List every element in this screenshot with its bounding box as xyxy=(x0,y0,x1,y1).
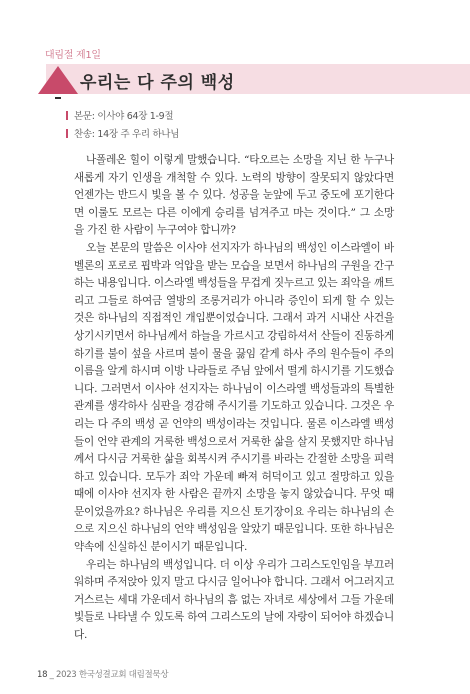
title-dot-mark xyxy=(55,97,61,99)
paragraph: 나폴레온 힐이 이렇게 말했습니다. “타오르는 소망을 지닌 한 누구나 새롭게 자기 인생을 개척할 수 있다. 노력의 방향이 잘못되지 않았다면 언젠가는 반드시 빛을 볼 수 있다. 성공을 눈앞에 두고 중도에 포기한다면 이룰도 모르는 다른 이에게 승리를 넘겨주고 마는 것이다.” 그 소망을 가진 한 사람이 누구여야 합니까? xyxy=(74,154,394,237)
scripture-text: 본문: 이사야 64장 1-9절 xyxy=(74,111,174,122)
bullet-bar-icon xyxy=(66,129,68,138)
paragraph: 우리는 하나님의 백성입니다. 더 이상 우리가 그리스도인임을 부끄러워하며 주저앉아 있지 말고 다시금 일어나야 합니다. 그래서 어그러지고 거스르는 세대 가운데서 하나님의 흠 없는 자녀로 세상에서 그들 가운데 빛들로 나타낼 수 있도록 하여 그리스도의 날에 자랑이 되어야 하겠습니다. xyxy=(74,558,394,642)
scripture-reference xyxy=(66,108,173,122)
bullet-bar-icon xyxy=(66,111,68,120)
body-text xyxy=(74,152,394,645)
publication-name: 2023 한국성결교회 대림절묵상 xyxy=(55,670,169,680)
page-number: 18 xyxy=(37,670,48,680)
footer-separator: _ xyxy=(49,670,54,680)
paragraph: 오늘 본문의 말씀은 이사야 선지자가 하나님의 백성인 이스라엘이 바벨론의 포로로 핍박과 억압을 받는 모습을 보면서 하나님의 구원을 간구하는 내용입니다. 이스라엘 백성들을 무겁게 짓누르고 있는 죄악을 깨트리고 그들로 하여금 열방의 조롱거리가 아니라 증인이 되게 할 수 있는 것은 하나님의 직접적인 개입뿐이었습니다. 그래서 과거 시내산 사건을 상기시키면서 하나님께서 하늘을 가르시고 강림하셔서 산들이 진동하게 하기를 불이 섶을 사르며 불이 물을 끓임 같게 하사 주의 원수들이 주의 이름을 알게 하시며 이방 나라들로 주님 앞에서 떨게 하시기를 기도했습니다. 그러면서 이사야 선지자는 하나님이 이스라엘 백성들과의 특별한 관계를 생각하사 심판을 경감해 주시기를 기도하고 있습니다. 그것은 우리는 다 주의 백성 곧 언약의 백성이라는 것입니다. 물론 이스라엘 백성들이 언약 관계의 거룩한 백성으로서 거룩한 삶을 살지 못했지만 하나님께서 다시금 거룩한 삶을 회복시켜 주시기를 바라는 간절한 소망을 피력하고 있습니다. 모두가 죄악 가운데 빠져 허덕이고 있고 절망하고 있을 때에 이사야 선지자 한 사람은 끝까지 소망을 놓지 않았습니다. 무엇 때문이었을까요? 하나님은 우리를 지으신 토기장이요 우리는 하나님의 손으로 지으신 하나님의 언약 백성임을 알았기 때문입니다. 또한 하나님은 약속에 신실하신 분이시기 때문입니다. xyxy=(74,241,395,554)
hymn-text: 찬송: 14장 주 우리 하나님 xyxy=(74,129,180,140)
hymn-reference xyxy=(66,126,179,140)
title-triangle-mark xyxy=(38,66,78,94)
page-footer xyxy=(37,668,168,680)
day-kicker: 대림절 제1일 xyxy=(45,50,101,61)
page-title: 우리는 다 주의 백성 xyxy=(80,73,235,93)
